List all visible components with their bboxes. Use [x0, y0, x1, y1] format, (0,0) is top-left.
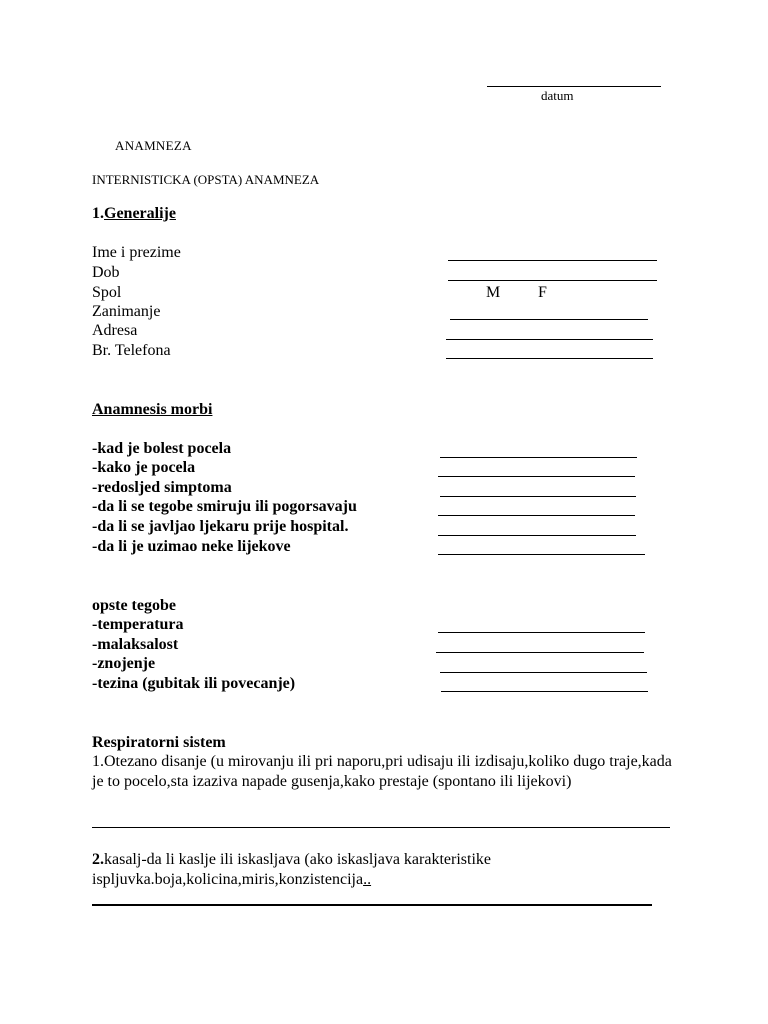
- tegobe-item-line[interactable]: [441, 691, 648, 692]
- section-generalije-heading: [92, 205, 176, 223]
- respiratorni-answer-line-2[interactable]: [92, 904, 652, 906]
- respiratorni-question-2: [92, 850, 562, 890]
- section-number: 1.: [92, 205, 104, 222]
- morbi-item-label: -kako je pocela: [92, 459, 196, 476]
- morbi-item-label: -redosljed simptoma: [92, 479, 232, 496]
- morbi-item-label: -da li se javljao ljekaru prije hospital.: [92, 518, 349, 535]
- field-label-occupation: Zanimanje: [92, 303, 161, 320]
- sex-option-m[interactable]: M: [486, 284, 501, 301]
- field-line-phone[interactable]: [446, 358, 653, 359]
- field-label-sex: Spol: [92, 284, 122, 301]
- section-title: Generalije: [104, 205, 176, 222]
- field-label-name: Ime i prezime: [92, 244, 181, 261]
- field-label-age: Dob: [92, 264, 120, 281]
- field-line-address[interactable]: [446, 339, 653, 340]
- section-respiratorni-heading: Respiratorni sistem: [92, 734, 226, 751]
- tegobe-item-label: -temperatura: [92, 616, 184, 633]
- date-label: datum: [541, 88, 574, 103]
- morbi-item-label: -da li je uzimao neke lijekove: [92, 538, 291, 555]
- date-line[interactable]: [487, 86, 661, 87]
- morbi-item-line[interactable]: [438, 554, 645, 555]
- respiratorni-question-1: 1.Otezano disanje (u mirovanju ili pri naporu,pri udisaju ili izdisaju,koliko dugo traje,kada je to pocelo,sta izaziva napade gusenja,kako prestaje (spontano ili lijekovi): [92, 753, 672, 790]
- field-line-occupation[interactable]: [450, 319, 648, 320]
- page-title: ANAMNEZA: [115, 138, 192, 153]
- field-label-phone: Br. Telefona: [92, 342, 171, 359]
- question-tail: ..: [363, 871, 372, 888]
- tegobe-item-label: -tezina (gubitak ili povecanje): [92, 675, 296, 692]
- tegobe-item-label: -znojenje: [92, 655, 156, 672]
- field-label-address: Adresa: [92, 322, 138, 339]
- question-text: kasalj-da li kaslje ili iskasljava (ako iskasljava karakteristike ispljuvka.boja,kolicina,miris,konzistencija: [92, 851, 491, 888]
- field-line-name[interactable]: [448, 260, 657, 261]
- tegobe-item-line[interactable]: [440, 672, 647, 673]
- morbi-item-line[interactable]: [438, 515, 635, 516]
- morbi-item-line[interactable]: [440, 496, 636, 497]
- respiratorni-answer-line-1[interactable]: [92, 827, 670, 828]
- section-anamnesis-morbi-heading: Anamnesis morbi: [92, 401, 213, 418]
- morbi-item-line[interactable]: [438, 476, 635, 477]
- tegobe-item-line[interactable]: [438, 632, 645, 633]
- sex-option-f[interactable]: F: [538, 284, 547, 301]
- page-subtitle: INTERNISTICKA (OPSTA) ANAMNEZA: [92, 172, 320, 187]
- morbi-item-line[interactable]: [440, 457, 637, 458]
- morbi-item-label: -da li se tegobe smiruju ili pogorsavaju: [92, 498, 357, 515]
- field-line-age[interactable]: [448, 280, 657, 281]
- tegobe-item-line[interactable]: [436, 652, 644, 653]
- morbi-item-label: -kad je bolest pocela: [92, 440, 232, 457]
- section-opste-tegobe-heading: opste tegobe: [92, 597, 176, 614]
- tegobe-item-label: -malaksalost: [92, 636, 179, 653]
- question-number: 2.: [92, 851, 104, 868]
- morbi-item-line[interactable]: [438, 535, 636, 536]
